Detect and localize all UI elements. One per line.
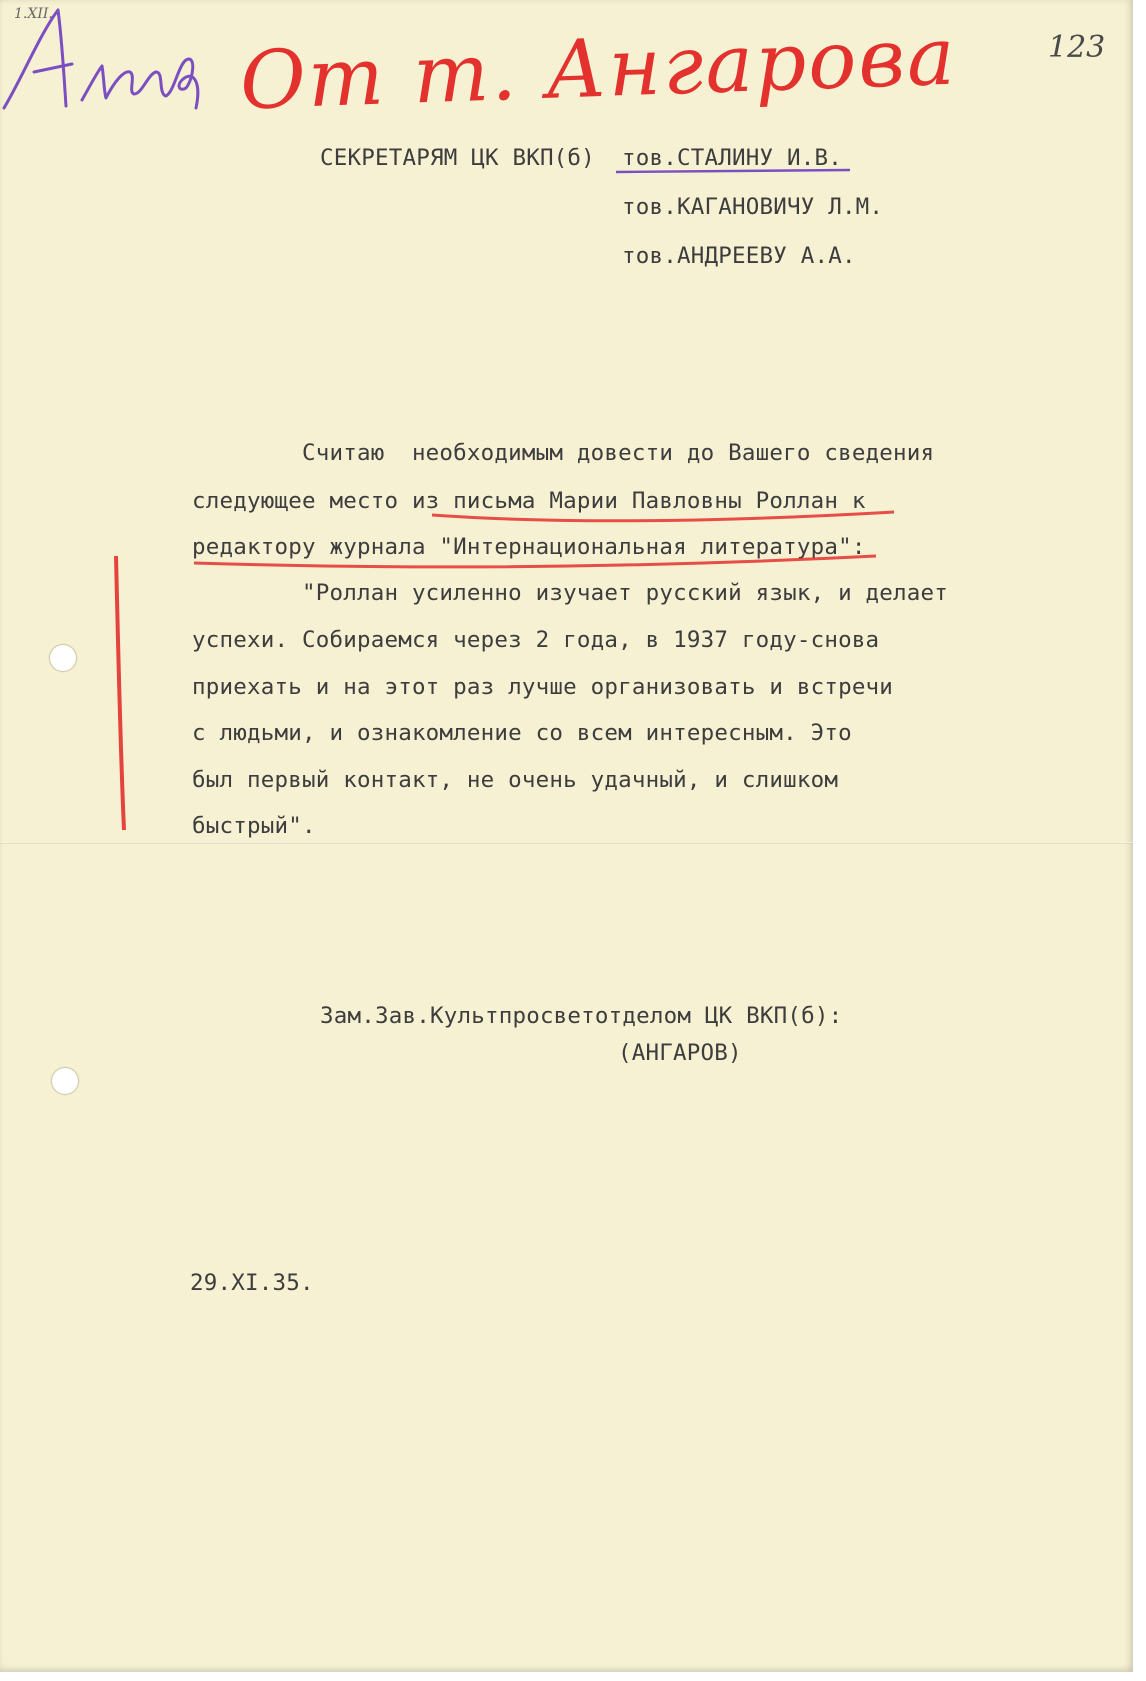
punch-hole: [52, 1068, 78, 1094]
addressee-prefix: СЕКРЕТАРЯМ ЦК ВКП(б): [320, 145, 595, 171]
addressee-line: тов.СТАЛИНУ И.В.: [622, 145, 842, 171]
body-line: успехи. Собираемся через 2 года, в 1937 году-снова: [192, 627, 880, 653]
signature-name: (АНГАРОВ): [618, 1040, 742, 1066]
fold-crease: [0, 842, 1133, 844]
corner-mark: 1.XII.: [14, 6, 53, 22]
page-number: 123: [1048, 30, 1106, 65]
body-line: с людьми, и ознакомление со всем интересным. Это: [192, 720, 852, 746]
addressee-line: тов.АНДРЕЕВУ А.А.: [622, 243, 856, 269]
document-date: 29.XI.35.: [190, 1270, 314, 1296]
red-margin-line: [116, 556, 124, 830]
punch-hole: [50, 645, 76, 671]
addressee-line: тов.КАГАНОВИЧУ Л.М.: [622, 194, 884, 220]
body-line: "Роллан усиленно изучает русский язык, и делает: [192, 580, 949, 606]
body-line: редактору журнала "Интернациональная литература":: [192, 534, 866, 560]
body-line: следующее место из письма Марии Павловны Роллан к: [192, 488, 866, 514]
body-line: быстрый".: [192, 813, 316, 839]
body-line: Считаю необходимым довести до Вашего сведения: [192, 440, 935, 466]
body-line: приехать и на этот раз лучше организовать и встречи: [192, 674, 894, 700]
body-line: был первый контакт, не очень удачный, и слишком: [192, 767, 839, 793]
handwritten-heading: От т. Ангарова: [238, 9, 959, 128]
signature-title: Зам.Зав.Культпросветотделом ЦК ВКП(б):: [320, 1003, 843, 1029]
